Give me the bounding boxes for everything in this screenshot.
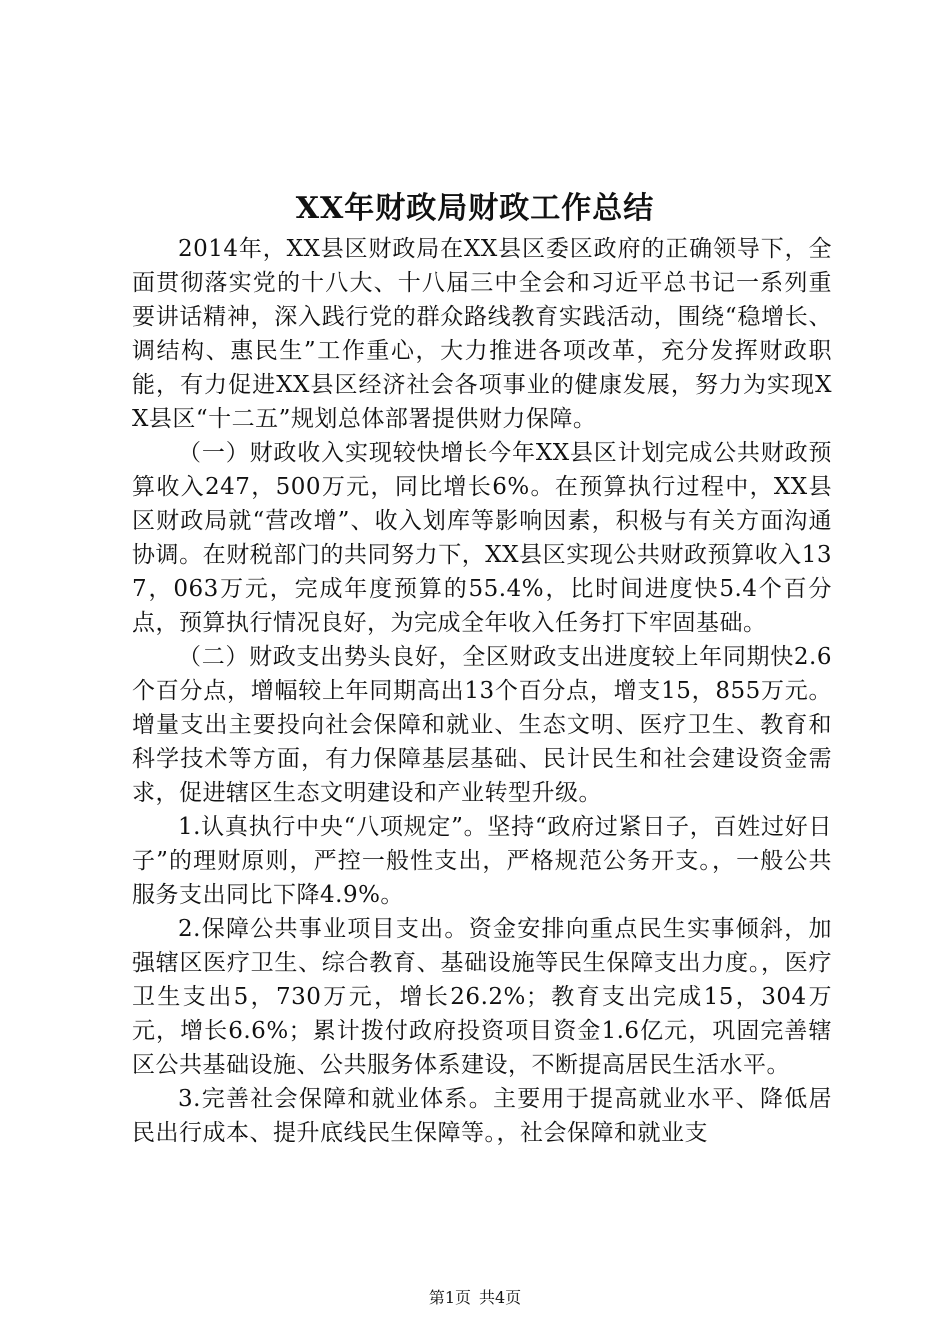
- paragraph-item-2: 2.保障公共事业项目支出。资金安排向重点民生实事倾斜，加强辖区医疗卫生、综合教育、基础设施等民生保障支出力度。，医疗卫生支出5，730万元，增长26.2%；教育支出完成15，304万元，增长6.6%；累计拨付政府投资项目资金1.6亿元，巩固完善辖区公共基础设施、公共服务体系建设，不断提高居民生活水平。: [132, 916, 832, 1078]
- page-footer: [0, 1286, 950, 1310]
- paragraph-item-3: 3.完善社会保障和就业体系。主要用于提高就业水平、降低居民出行成本、提升底线民生保障等。，社会保障和就业支: [132, 1086, 832, 1146]
- document-title: XX年财政局财政工作总结: [295, 191, 655, 226]
- document-body: [132, 232, 832, 1150]
- page-number-current: 第1页: [428, 1288, 471, 1307]
- paragraph-expenditure: （二）财政支出势头良好，全区财政支出进度较上年同期快2.6个百分点，增幅较上年同期高出13个百分点，增支15，855万元。增量支出主要投向社会保障和就业、生态文明、医疗卫生、教育和科学技术等方面，有力保障基层基础、民计民生和社会建设资金需求，促进辖区生态文明建设和产业转型升级。: [132, 644, 832, 806]
- paragraph-intro: 2014年，XX县区财政局在XX县区委区政府的正确领导下，全面贯彻落实党的十八大、十八届三中全会和习近平总书记一系列重要讲话精神，深入践行党的群众路线教育实践活动，围绕“稳增长、调结构、惠民生”工作重心，大力推进各项改革，充分发挥财政职能，有力促进XX县区经济社会各项事业的健康发展，努力为实现XX县区“十二五”规划总体部署提供财力保障。: [132, 236, 832, 432]
- paragraph-item-1: 1.认真执行中央“八项规定”。坚持“政府过紧日子，百姓过好日子”的理财原则，严控一般性支出，严格规范公务开支。，一般公共服务支出同比下降4.9%。: [132, 814, 832, 908]
- page-number-total: 共4页: [479, 1288, 522, 1307]
- paragraph-revenue: （一）财政收入实现较快增长今年XX县区计划完成公共财政预算收入247，500万元，同比增长6%。在预算执行过程中，XX县区财政局就“营改增”、收入划库等影响因素，积极与有关方面沟通协调。在财税部门的共同努力下，XX县区实现公共财政预算收入137，063万元，完成年度预算的55.4%，比时间进度快5.4个百分点，预算执行情况良好，为完成全年收入任务打下牢固基础。: [132, 440, 832, 636]
